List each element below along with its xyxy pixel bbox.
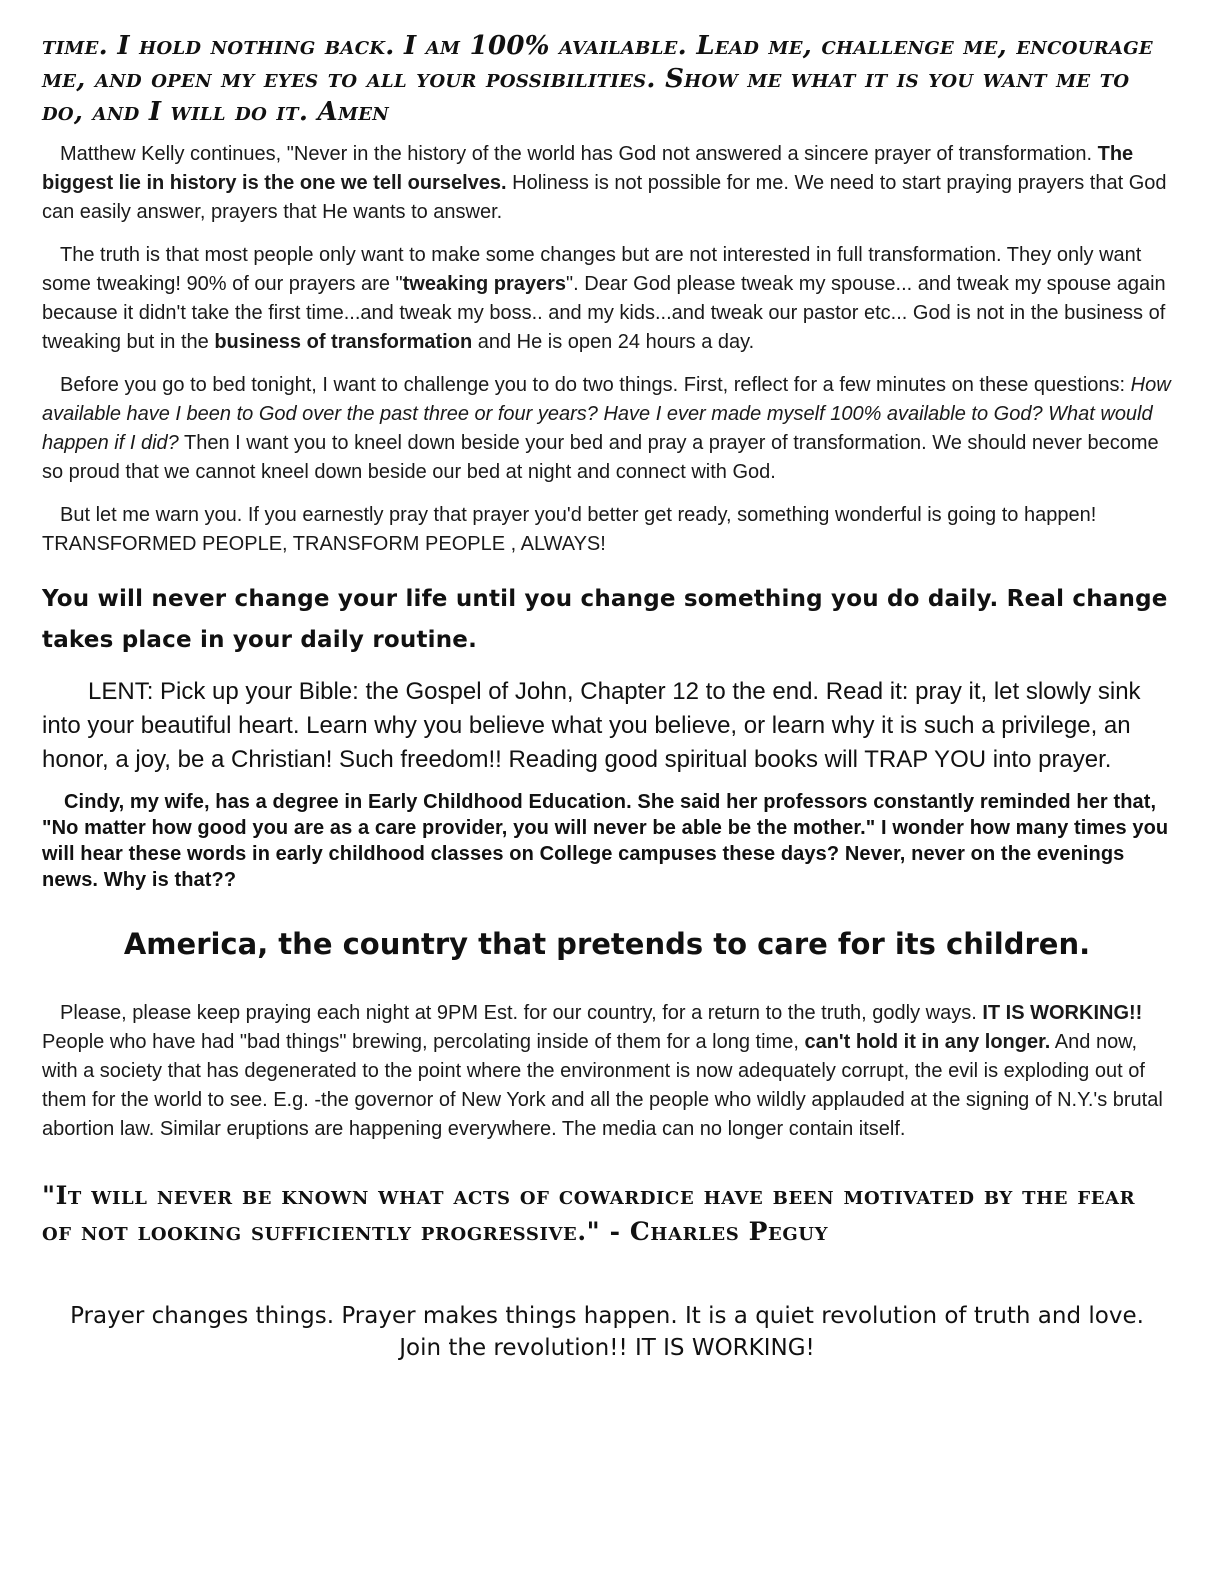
paragraph-text: The truth is that most people only want to make some changes but are not interested in full transformation. They only want some tweaking! 90% of our prayers are " xyxy=(42,244,1142,295)
paragraph-text: People who have had "bad things" brewing, percolating inside of them for a long time, xyxy=(42,1031,805,1053)
paragraph-lent: LENT: Pick up your Bible: the Gospel of John, Chapter 12 to the end. Read it: pray it, let slowly sink into your beautiful heart. Learn why you believe what you believe, or learn why it is such a privilege, an honor, a joy, be a Christian! Such freedom!! Reading good spiritual books will TRAP YOU into prayer. xyxy=(42,678,1141,773)
paragraph-text: " I wonder how many times you will hear these words in early childhood classes on College campuses these days? Never, never on the evenings news. Why is that?? xyxy=(42,817,1169,891)
paragraph-text: Cindy, my wife, has a degree in Early Childhood Education. She said her professors constantly reminded her that, "No matter how good you are as a care provider, xyxy=(42,791,1157,839)
bold-phrase: business of transformation xyxy=(214,331,473,353)
bold-phrase: you will never be able be the mother. xyxy=(513,817,866,839)
prayer-ending: time. I hold nothing back. I am 100% available. Lead me, challenge me, encourage me, and open my eyes to all your possibilities. Show me what it is you want me to do, and I will do it. Amen xyxy=(42,31,1153,127)
paragraph-text: And now, with a society that has degenerated to the point where the environment is now adequately corrupt, the evil is exploding out of them for the world to see. E.g. -the governor of New York and all the people who wildly applauded at the signing of N.Y.'s brutal abortion law. Similar eruptions are happening everywhere. The media can no longer contain itself. xyxy=(42,1031,1163,1140)
paragraph-text: Then I want you to kneel down beside your bed and pray a prayer of transformation. We should never become so proud that we cannot kneel down beside our bed at night and connect with God. xyxy=(42,432,1159,483)
callout-daily-routine: You will never change your life until you change something you do daily. Real change takes place in your daily routine. xyxy=(42,586,1168,653)
italic-questions: How available have I been to God over the past three or four years? Have I ever made myself 100% available to God? What would happen if I did? xyxy=(42,374,1171,454)
paragraph-text: Matthew Kelly continues, "Never in the history of the world has God not answered a sincere prayer of transformation. xyxy=(60,143,1098,165)
paragraph-warning: But let me warn you. If you earnestly pray that prayer you'd better get ready, something wonderful is going to happen! TRANSFORMED PEOPLE, TRANSFORM PEOPLE , ALWAYS! xyxy=(42,504,1097,555)
bold-phrase: tweaking prayers xyxy=(402,273,567,295)
bold-phrase: IT IS WORKING!! xyxy=(982,1002,1143,1024)
paragraph-keep-praying xyxy=(42,999,1172,1144)
paragraph-tweaking xyxy=(42,241,1172,357)
paragraph-text: Before you go to bed tonight, I want to challenge you to do two things. First, reflect for a few minutes on these questions: xyxy=(60,374,1131,396)
paragraph-cindy xyxy=(42,789,1172,893)
paragraph-matthew-kelly xyxy=(42,140,1172,227)
paragraph-challenge xyxy=(42,371,1172,487)
headline-america: America, the country that pretends to care for its children. xyxy=(123,927,1091,961)
bold-phrase: The biggest lie in history is the one we tell ourselves. xyxy=(42,143,1134,194)
bold-phrase: can't hold it in any longer. xyxy=(804,1031,1051,1053)
document-page xyxy=(42,30,1172,1364)
quote-charles-peguy: "It will never be known what acts of cowardice have been motivated by the fear of not looking sufficiently progressive." - Charles Peguy xyxy=(42,1181,1136,1246)
closing-line-1: Prayer changes things. Prayer makes things happen. It is a quiet revolution of truth and love. xyxy=(70,1303,1144,1329)
closing-message xyxy=(42,1300,1172,1364)
paragraph-text: and He is open 24 hours a day. xyxy=(472,331,755,353)
paragraph-text: ". Dear God please tweak my spouse... and tweak my spouse again because it didn't take the first time...and tweak my boss.. and my kids...and tweak our pastor etc... God is not in the business of tweaking but in the xyxy=(42,273,1166,353)
paragraph-text: Please, please keep praying each night at 9PM Est. for our country, for a return to the truth, godly ways. xyxy=(60,1002,983,1024)
closing-line-2: Join the revolution!! IT IS WORKING! xyxy=(399,1335,815,1361)
paragraph-text: Holiness is not possible for me. We need to start praying prayers that God can easily answer, prayers that He wants to answer. xyxy=(42,172,1167,223)
